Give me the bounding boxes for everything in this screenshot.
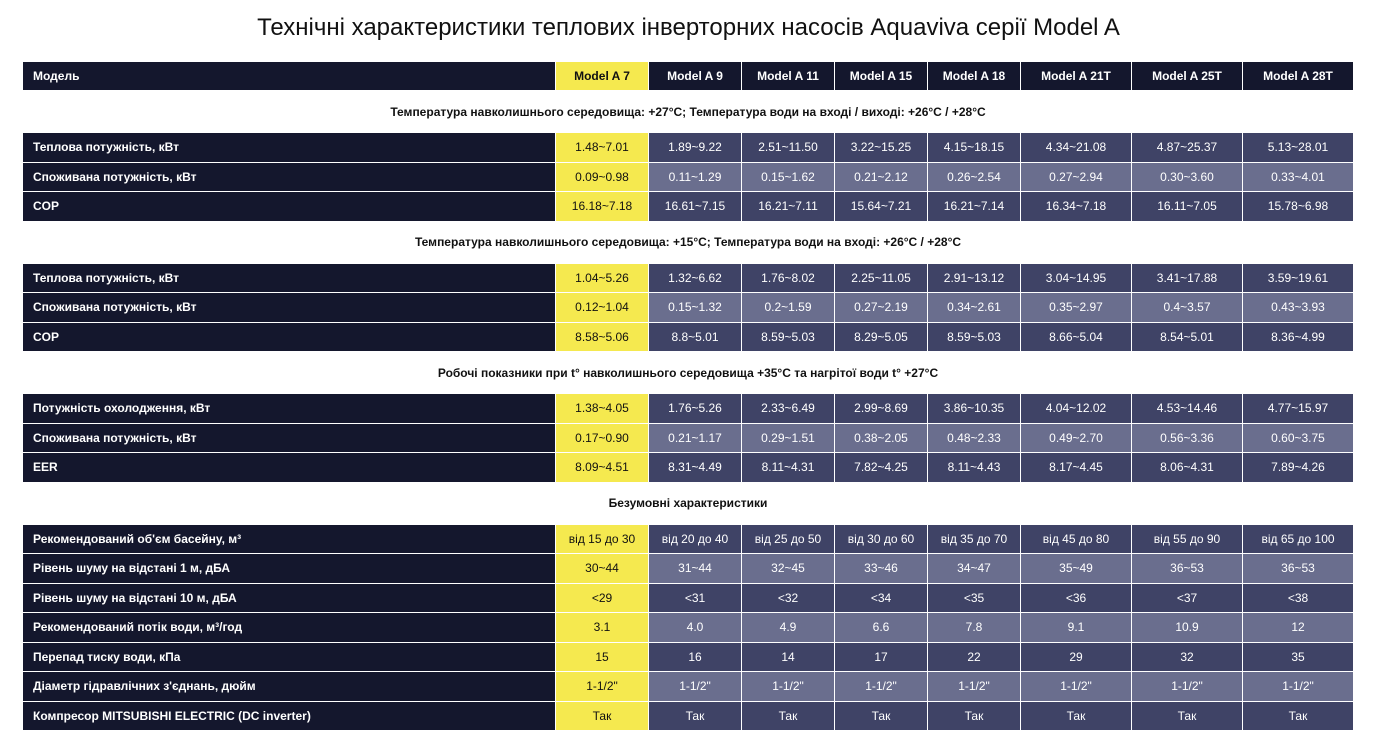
table-cell: <36 xyxy=(1021,583,1132,613)
table-cell: від 30 до 60 xyxy=(835,524,928,554)
table-cell: <34 xyxy=(835,583,928,613)
table-cell: 35 xyxy=(1243,642,1354,672)
table-cell: 1.76~5.26 xyxy=(649,394,742,424)
table-cell: 0.15~1.32 xyxy=(649,293,742,323)
table-cell: 1.76~8.02 xyxy=(742,263,835,293)
table-cell: 4.15~18.15 xyxy=(928,133,1021,163)
section-title: Температура навколишнього середовища: +27°C; Температура води на вході / виході: +26°C / +28°C xyxy=(23,91,1354,133)
table-cell: від 35 до 70 xyxy=(928,524,1021,554)
table-cell: від 55 до 90 xyxy=(1132,524,1243,554)
model-header: Model A 15 xyxy=(835,62,928,91)
table-cell: 0.35~2.97 xyxy=(1021,293,1132,323)
table-cell: 1.04~5.26 xyxy=(556,263,649,293)
header-row xyxy=(23,62,1354,91)
table-cell: 36~53 xyxy=(1132,554,1243,584)
section-header-row xyxy=(23,352,1354,394)
table-cell: 7.82~4.25 xyxy=(835,453,928,483)
table-cell: 3.22~15.25 xyxy=(835,133,928,163)
row-label: Рекомендований об'єм басейну, м³ xyxy=(23,524,556,554)
table-cell: 0.15~1.62 xyxy=(742,162,835,192)
table-cell: 34~47 xyxy=(928,554,1021,584)
table-cell: 4.53~14.46 xyxy=(1132,394,1243,424)
table-cell: 1-1/2" xyxy=(649,672,742,702)
table-cell: 6.6 xyxy=(835,613,928,643)
table-cell: 1-1/2" xyxy=(1021,672,1132,702)
table-cell: 15.78~6.98 xyxy=(1243,192,1354,222)
table-cell: 8.8~5.01 xyxy=(649,322,742,352)
model-header: Model A 25T xyxy=(1132,62,1243,91)
table-cell: 0.09~0.98 xyxy=(556,162,649,192)
table-cell: Так xyxy=(928,701,1021,731)
table-cell: 0.27~2.94 xyxy=(1021,162,1132,192)
table-cell: 36~53 xyxy=(1243,554,1354,584)
table-cell: 0.17~0.90 xyxy=(556,423,649,453)
table-cell: 0.43~3.93 xyxy=(1243,293,1354,323)
table-cell: 0.2~1.59 xyxy=(742,293,835,323)
table-cell: 1-1/2" xyxy=(556,672,649,702)
row-label: EER xyxy=(23,453,556,483)
table-cell: 8.59~5.03 xyxy=(742,322,835,352)
table-cell: 4.87~25.37 xyxy=(1132,133,1243,163)
table-cell: 0.60~3.75 xyxy=(1243,423,1354,453)
table-cell: 32 xyxy=(1132,642,1243,672)
table-row xyxy=(23,701,1354,731)
table-cell: 22 xyxy=(928,642,1021,672)
model-header: Model A 28T xyxy=(1243,62,1354,91)
table-cell: Так xyxy=(649,701,742,731)
table-row xyxy=(23,162,1354,192)
table-cell: 8.31~4.49 xyxy=(649,453,742,483)
row-label: Рівень шуму на відстані 1 м, дБА xyxy=(23,554,556,584)
table-row xyxy=(23,293,1354,323)
table-cell: Так xyxy=(835,701,928,731)
row-label: Споживана потужність, кВт xyxy=(23,423,556,453)
table-cell: 8.17~4.45 xyxy=(1021,453,1132,483)
table-cell: <37 xyxy=(1132,583,1243,613)
table-row xyxy=(23,192,1354,222)
table-cell: 8.58~5.06 xyxy=(556,322,649,352)
model-header: Model A 9 xyxy=(649,62,742,91)
table-cell: 7.8 xyxy=(928,613,1021,643)
section-header-row xyxy=(23,221,1354,263)
table-cell: 8.29~5.05 xyxy=(835,322,928,352)
table-cell: 4.34~21.08 xyxy=(1021,133,1132,163)
table-cell: 0.11~1.29 xyxy=(649,162,742,192)
table-row xyxy=(23,133,1354,163)
table-row xyxy=(23,322,1354,352)
table-cell: 16 xyxy=(649,642,742,672)
model-header: Model A 18 xyxy=(928,62,1021,91)
table-cell: <29 xyxy=(556,583,649,613)
specs-table xyxy=(22,61,1354,731)
table-cell: 8.66~5.04 xyxy=(1021,322,1132,352)
table-cell: 0.27~2.19 xyxy=(835,293,928,323)
row-label: Рівень шуму на відстані 10 м, дБА xyxy=(23,583,556,613)
table-cell: <31 xyxy=(649,583,742,613)
page-title: Технічні характеристики теплових інверторних насосів Aquaviva серії Model A xyxy=(257,14,1120,41)
table-cell: 16.18~7.18 xyxy=(556,192,649,222)
table-cell: від 20 до 40 xyxy=(649,524,742,554)
table-cell: 33~46 xyxy=(835,554,928,584)
table-cell: від 25 до 50 xyxy=(742,524,835,554)
table-cell: від 15 до 30 xyxy=(556,524,649,554)
table-cell: 2.33~6.49 xyxy=(742,394,835,424)
table-row xyxy=(23,583,1354,613)
table-cell: 0.38~2.05 xyxy=(835,423,928,453)
table-cell: 30~44 xyxy=(556,554,649,584)
table-cell: 16.61~7.15 xyxy=(649,192,742,222)
table-cell: 2.25~11.05 xyxy=(835,263,928,293)
row-label: Рекомендований потік води, м³/год xyxy=(23,613,556,643)
table-cell: 3.1 xyxy=(556,613,649,643)
section-title: Безумовні характеристики xyxy=(23,482,1354,524)
table-row xyxy=(23,613,1354,643)
table-cell: 1-1/2" xyxy=(742,672,835,702)
table-cell: 0.26~2.54 xyxy=(928,162,1021,192)
table-cell: 0.30~3.60 xyxy=(1132,162,1243,192)
table-cell: 15 xyxy=(556,642,649,672)
table-cell: 29 xyxy=(1021,642,1132,672)
model-header: Model A 21T xyxy=(1021,62,1132,91)
header-label: Модель xyxy=(23,62,556,91)
table-cell: 0.56~3.36 xyxy=(1132,423,1243,453)
table-cell: 8.59~5.03 xyxy=(928,322,1021,352)
row-label: COP xyxy=(23,192,556,222)
table-row xyxy=(23,453,1354,483)
table-cell: 0.12~1.04 xyxy=(556,293,649,323)
table-cell: 31~44 xyxy=(649,554,742,584)
table-cell: 1.32~6.62 xyxy=(649,263,742,293)
table-cell: 8.11~4.43 xyxy=(928,453,1021,483)
table-cell: 32~45 xyxy=(742,554,835,584)
table-cell: Так xyxy=(742,701,835,731)
table-cell: <35 xyxy=(928,583,1021,613)
table-cell: 8.54~5.01 xyxy=(1132,322,1243,352)
table-cell: 12 xyxy=(1243,613,1354,643)
table-cell: 16.21~7.11 xyxy=(742,192,835,222)
table-cell: 0.34~2.61 xyxy=(928,293,1021,323)
row-label: Діаметр гідравлічних з'єднань, дюйм xyxy=(23,672,556,702)
table-cell: 16.21~7.14 xyxy=(928,192,1021,222)
table-cell: 4.77~15.97 xyxy=(1243,394,1354,424)
table-cell: 1.38~4.05 xyxy=(556,394,649,424)
table-row xyxy=(23,263,1354,293)
table-cell: від 65 до 100 xyxy=(1243,524,1354,554)
table-cell: 10.9 xyxy=(1132,613,1243,643)
table-cell: 1-1/2" xyxy=(1243,672,1354,702)
table-cell: Так xyxy=(556,701,649,731)
table-cell: 1.48~7.01 xyxy=(556,133,649,163)
table-cell: 7.89~4.26 xyxy=(1243,453,1354,483)
table-cell: 4.04~12.02 xyxy=(1021,394,1132,424)
table-cell: 16.11~7.05 xyxy=(1132,192,1243,222)
row-label: Перепад тиску води, кПа xyxy=(23,642,556,672)
section-header-row xyxy=(23,482,1354,524)
model-header: Model A 11 xyxy=(742,62,835,91)
row-label: Споживана потужність, кВт xyxy=(23,293,556,323)
table-cell: 16.34~7.18 xyxy=(1021,192,1132,222)
table-row xyxy=(23,423,1354,453)
table-cell: 0.49~2.70 xyxy=(1021,423,1132,453)
row-label: Потужність охолодження, кВт xyxy=(23,394,556,424)
model-header: Model A 7 xyxy=(556,62,649,91)
table-cell: 8.36~4.99 xyxy=(1243,322,1354,352)
table-cell: Так xyxy=(1021,701,1132,731)
table-cell: 0.21~1.17 xyxy=(649,423,742,453)
table-cell: 2.51~11.50 xyxy=(742,133,835,163)
section-header-row xyxy=(23,91,1354,133)
table-cell: 1.89~9.22 xyxy=(649,133,742,163)
table-cell: 0.4~3.57 xyxy=(1132,293,1243,323)
table-cell: Так xyxy=(1132,701,1243,731)
row-label: COP xyxy=(23,322,556,352)
table-cell: 0.21~2.12 xyxy=(835,162,928,192)
table-row xyxy=(23,672,1354,702)
table-cell: 0.33~4.01 xyxy=(1243,162,1354,192)
table-cell: 8.11~4.31 xyxy=(742,453,835,483)
table-cell: 35~49 xyxy=(1021,554,1132,584)
section-title: Робочі показники при t° навколишнього середовища +35°C та нагрітої води t° +27°C xyxy=(23,352,1354,394)
table-row xyxy=(23,394,1354,424)
table-cell: 2.99~8.69 xyxy=(835,394,928,424)
table-cell: 4.0 xyxy=(649,613,742,643)
specs-body xyxy=(23,91,1354,731)
table-cell: 4.9 xyxy=(742,613,835,643)
table-cell: 0.48~2.33 xyxy=(928,423,1021,453)
row-label: Теплова потужність, кВт xyxy=(23,133,556,163)
table-cell: 3.41~17.88 xyxy=(1132,263,1243,293)
table-row xyxy=(23,642,1354,672)
table-cell: 0.29~1.51 xyxy=(742,423,835,453)
table-cell: <32 xyxy=(742,583,835,613)
row-label: Споживана потужність, кВт xyxy=(23,162,556,192)
row-label: Теплова потужність, кВт xyxy=(23,263,556,293)
table-cell: 14 xyxy=(742,642,835,672)
table-cell: 17 xyxy=(835,642,928,672)
table-row xyxy=(23,524,1354,554)
table-cell: 1-1/2" xyxy=(928,672,1021,702)
table-cell: 5.13~28.01 xyxy=(1243,133,1354,163)
section-title: Температура навколишнього середовища: +15°C; Температура води на вході: +26°C / +28°C xyxy=(23,221,1354,263)
table-cell: 1-1/2" xyxy=(1132,672,1243,702)
table-cell: 2.91~13.12 xyxy=(928,263,1021,293)
table-cell: 3.86~10.35 xyxy=(928,394,1021,424)
table-cell: від 45 до 80 xyxy=(1021,524,1132,554)
table-cell: 8.09~4.51 xyxy=(556,453,649,483)
table-cell: <38 xyxy=(1243,583,1354,613)
table-cell: 9.1 xyxy=(1021,613,1132,643)
table-cell: 15.64~7.21 xyxy=(835,192,928,222)
table-cell: 8.06~4.31 xyxy=(1132,453,1243,483)
table-row xyxy=(23,554,1354,584)
table-cell: 1-1/2" xyxy=(835,672,928,702)
table-cell: 3.04~14.95 xyxy=(1021,263,1132,293)
row-label: Компресор MITSUBISHI ELECTRIC (DC inverter) xyxy=(23,701,556,731)
table-cell: 3.59~19.61 xyxy=(1243,263,1354,293)
table-cell: Так xyxy=(1243,701,1354,731)
